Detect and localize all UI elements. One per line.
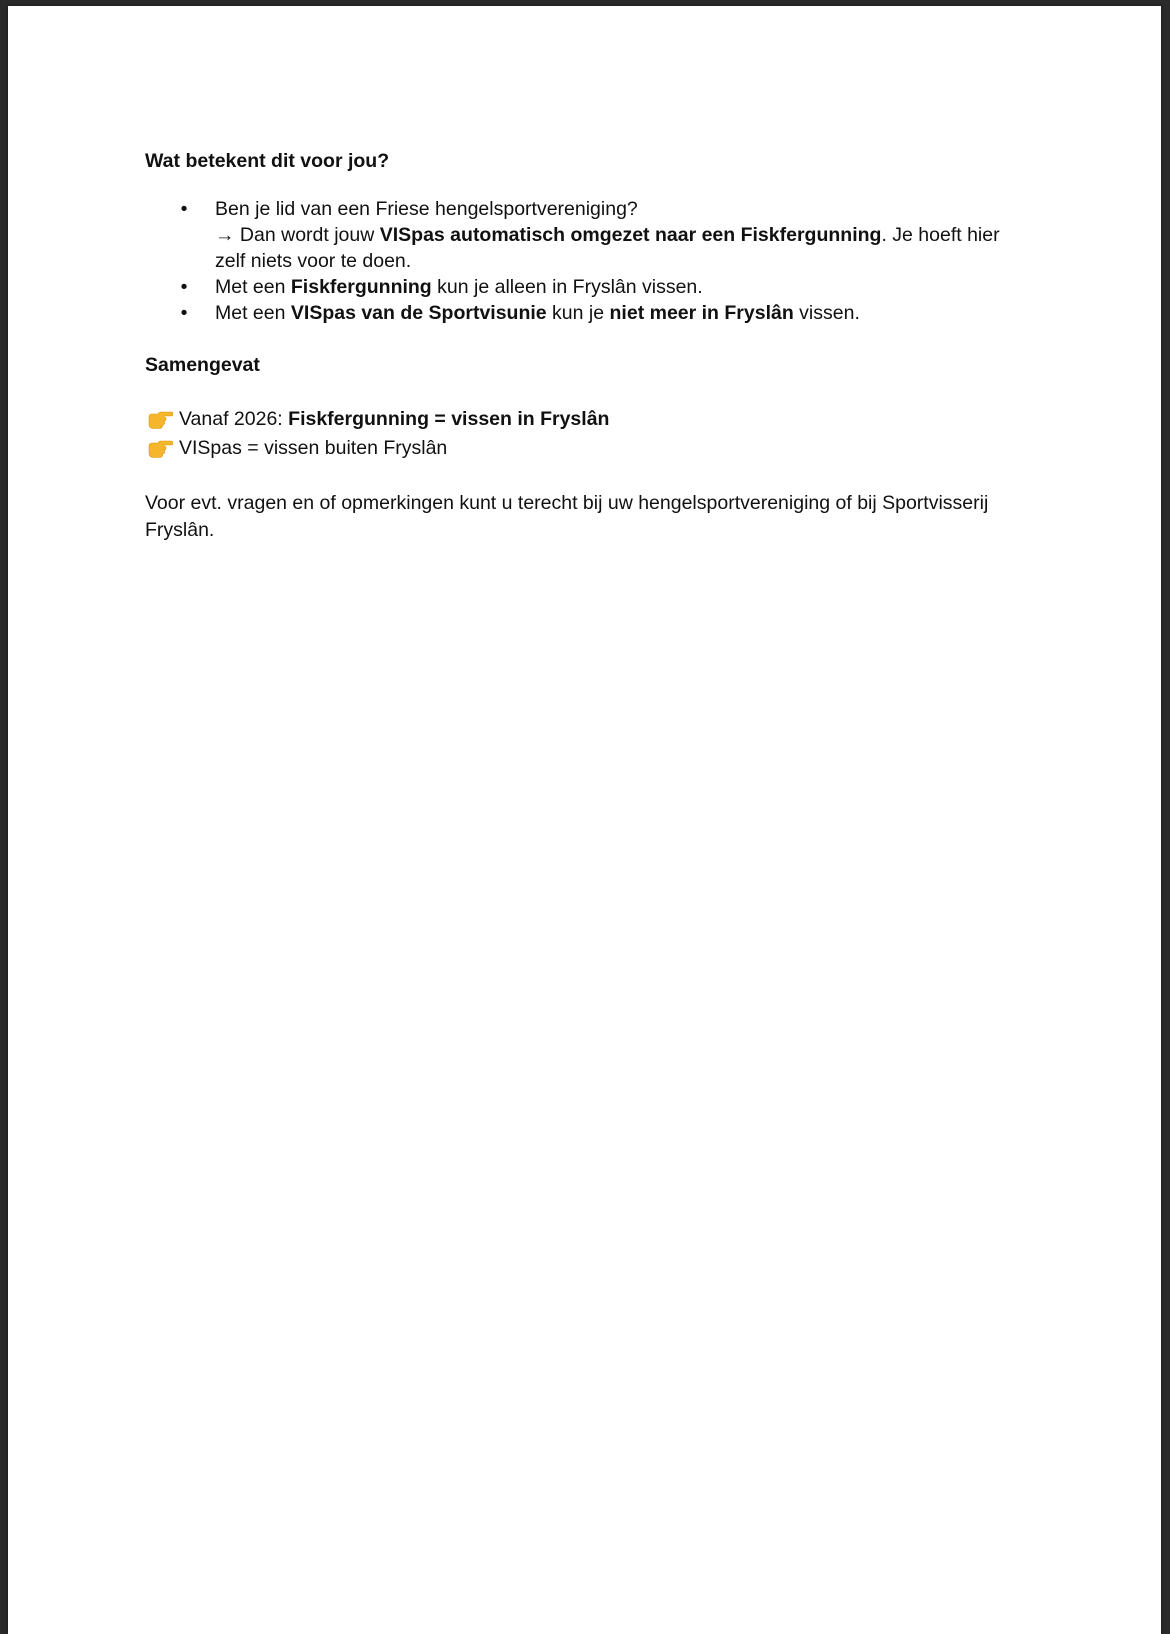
pointing-hand-icon — [147, 409, 173, 429]
list-item-bold-text: niet meer in Fryslân — [609, 302, 794, 324]
bullet-icon: • — [180, 198, 188, 220]
list-item-text: Met een — [215, 302, 291, 324]
page-content — [145, 148, 1045, 564]
summary-bold-text: Fiskfergunning = vissen in Fryslân — [288, 408, 610, 430]
list-item — [145, 300, 1035, 326]
list-item-text: Met een — [215, 276, 291, 298]
list-item-bold-text: VISpas van de Sportvisunie — [290, 302, 547, 324]
summary-line — [145, 406, 1045, 435]
section-heading-impact: Wat betekent dit voor jou? — [145, 150, 390, 172]
list-item — [145, 196, 1035, 274]
summary-text: Vanaf 2026: — [179, 408, 289, 430]
pointing-hand-icon — [147, 438, 173, 458]
list-item-text: kun je — [546, 302, 610, 324]
list-item — [145, 274, 1035, 300]
closing-paragraph: Voor evt. vragen en of opmerkingen kunt u terecht bij uw hengelsportvereniging of bij Sportvisserij Fryslân. — [145, 492, 989, 541]
impact-bullet-list — [145, 196, 1045, 326]
list-item-bold-text: VISpas automatisch omgezet naar een Fiskfergunning — [379, 224, 882, 246]
section-heading-summary: Samengevat — [145, 354, 260, 376]
summary-line — [145, 435, 1045, 464]
list-item-text: . Je hoeft hier zelf niets voor te doen. — [215, 224, 1000, 272]
list-item-text: Ben je lid van een Friese hengelsportvereniging? — [215, 198, 638, 220]
document-page — [8, 6, 1161, 1634]
list-item-text: kun je alleen in Fryslân vissen. — [431, 276, 703, 298]
list-item-bold-text: Fiskfergunning — [290, 276, 432, 298]
bullet-icon: • — [180, 302, 188, 324]
list-item-arrow-text: → Dan wordt jouw — [215, 224, 380, 246]
bullet-icon: • — [180, 276, 188, 298]
summary-text: VISpas = vissen buiten Fryslân — [179, 437, 448, 459]
list-item-text: vissen. — [793, 302, 860, 324]
